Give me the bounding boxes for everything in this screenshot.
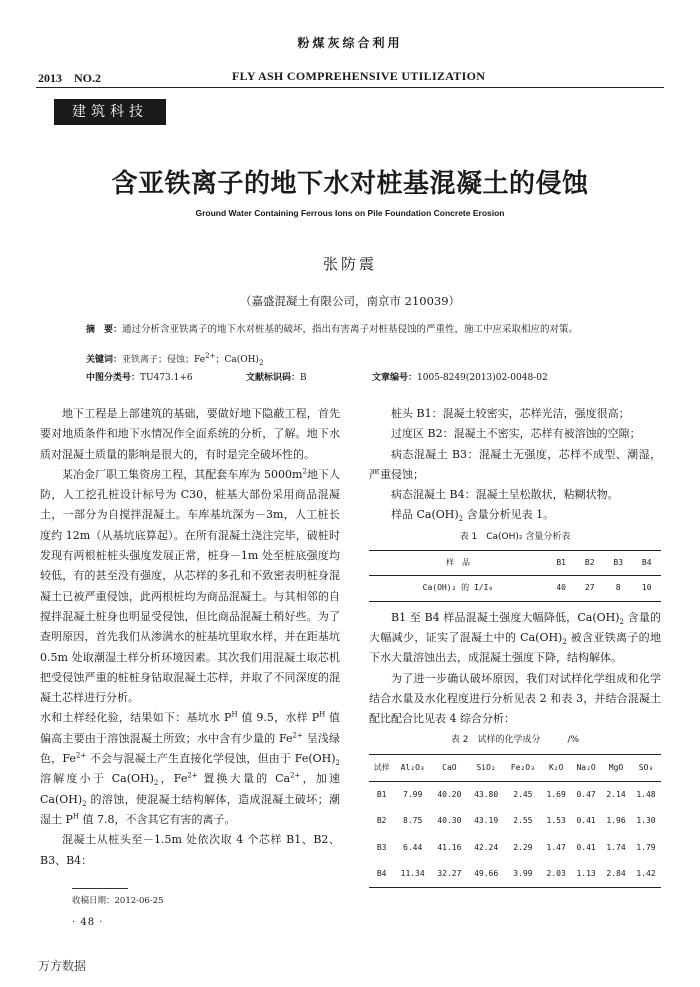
table-cell: 0.41 — [576, 842, 596, 852]
paragraph: 某冶金厂职工集资房工程，其配套车库为 $5000m^2$地下人防，人工挖孔桩设计标号为 C30，桩基大部份采用商品混凝土，一部分为自搅拌混凝土。车库基坑深为－3m，人工桩长度约 12m（从基坑底算起）。在所有混凝土浇注完毕，破桩时发现有两根桩桩头强度发展正常，桩身－1m 处至桩底强度均较低，有的甚至没有强度，从芯样的多孔和不致密表明桩身混凝土已被严重侵蚀，此两根桩均为商品混凝土。与其相邻的自搅拌混凝土桩身也明显受侵蚀，但比商品混凝土稍好些。为了查明原因，首先我们从渗满水的桩基坑里取水样，并在距基坑 0.5m 处取潮湿土样分析环境因素。其次我们用混凝土取芯机把受侵蚀严重的桩桩身钻取混凝土芯样，并取了不同深度的混凝土芯样进行分析。 — [40, 467, 341, 705]
table-cell: 6.44 — [403, 842, 423, 852]
table2-header: Al₂O₃ — [400, 762, 425, 772]
journal-name-en: FLY ASH COMPREHENSIVE UTILIZATION — [232, 69, 486, 83]
table-row — [369, 808, 661, 834]
table-cell: 2.84 — [606, 868, 626, 878]
table-cell: 2.29 — [513, 842, 533, 852]
table1 — [369, 550, 661, 602]
table-cell: 1.47 — [546, 842, 566, 852]
table2-header: Na₂O — [576, 762, 596, 772]
paragraph: 水和土样经化验，结果如下：基坑水 $P^H$ 值 9.5，水样 $P^H$ 值偏高主要由于溶蚀混凝土所致；水中含有少量的 $Fe^{2+}$ 呈浅绿色，$Fe^{2+}$ 不会与混凝土产生直接化学侵蚀，但由于 $Fe(OH)_2$ 溶解度小于 $Ca(OH)_2$，$Fe^{2+}$ 置换大量的 $Ca^{2+}$，加速 $Ca(OH)_2$ 的溶蚀，使混凝土结构解体，造成混凝土破坏；潮湿土 $P^H$ 值 7.8，不含其它有害的离子。 — [40, 710, 341, 826]
table-cell: 7.99 — [403, 790, 423, 800]
table2-header: Fe₂O₃ — [510, 762, 535, 772]
table-cell: 8.75 — [403, 816, 423, 826]
table-cell: 43.19 — [474, 816, 499, 826]
abstract — [86, 322, 642, 338]
table-cell: 1.48 — [636, 790, 656, 800]
journal-name-cn: 粉煤灰综合利用 — [297, 36, 403, 50]
paragraph: 样品 $Ca(OH)_2$ 含量分析见表 1。 — [391, 508, 555, 524]
table-row — [369, 861, 661, 888]
table-cell: B4 — [376, 868, 387, 878]
table-cell: 1.74 — [606, 842, 626, 852]
table-cell: 42.24 — [474, 842, 499, 852]
doc-code: 文献标识码：B — [246, 373, 307, 383]
table-cell: 2.14 — [606, 790, 626, 800]
table-cell: 1.30 — [636, 816, 656, 826]
sample-b3: 病态混凝土 B3：混凝土无强度，芯样不成型、潮湿，严重侵蚀； — [369, 447, 661, 481]
table-cell: 40.20 — [437, 790, 462, 800]
table1-caption: 表 1 Ca(OH)₂ 含量分析表 — [459, 531, 571, 542]
table-cell: 1.96 — [606, 816, 626, 826]
issue-label: 2013 NO.2 — [38, 71, 102, 85]
paragraph: B1 至 B4 样品混凝土强度大幅降低，$Ca(OH)_2$ 含量的大幅减少，证实了混凝土中的 $Ca(OH)_2$ 被含亚铁离子的地下水大量溶蚀出去，成混凝土强度下降，结构解体。 — [369, 610, 662, 665]
clc-number: 中图分类号：TU473.1+6 — [86, 373, 193, 383]
article-number: 文章编号：1005-8249(2013)02-0048-02 — [372, 373, 548, 383]
sample-b4: 病态混凝土 B4：混凝土呈松散状，粘糊状物。 — [391, 488, 619, 502]
table-cell: 0.41 — [576, 816, 596, 826]
table1-header: 样 品 — [445, 558, 470, 568]
table-row — [369, 835, 661, 861]
abstract-label: 摘 要： — [86, 325, 123, 335]
table-cell: 32.27 — [437, 868, 462, 878]
table-row: Ca(OH)₂ 的 I/I₀ 40 27 8 10 — [369, 576, 661, 601]
table2-header: MgO — [608, 762, 624, 772]
body-left-column — [40, 404, 340, 871]
article-title: 含亚铁离子的地下水对桩基混凝土的侵蚀 — [111, 169, 589, 199]
table-row — [369, 782, 661, 809]
paragraph: 混凝土从桩头至－1.5m 处依次取 4 个芯样 B1、B2、B3、B4： — [40, 833, 340, 867]
header-rule — [36, 87, 664, 88]
table-cell: 41.16 — [437, 842, 462, 852]
table-cell: 2.55 — [513, 816, 533, 826]
sample-b2: 过度区 B2：混凝土不密实，芯样有被溶蚀的空隙； — [391, 427, 641, 441]
body-right-column — [369, 404, 661, 888]
table1-header: B4 — [641, 558, 652, 568]
table-cell: B3 — [376, 842, 387, 852]
watermark: 万方数据 — [38, 959, 87, 973]
table-cell: 1.42 — [636, 868, 656, 878]
keywords-label: 关键词： — [86, 355, 123, 365]
sample-b1: 桩头 B1：混凝土较密实，芯样光洁，强度很高； — [391, 407, 630, 420]
table2-header: CaO — [442, 762, 457, 772]
table2-header: SO₃ — [638, 762, 654, 772]
abstract-text: 通过分析含亚铁离子的地下水对桩基的破坏，指出有害离子对桩基侵蚀的严重性，施工中应采取相应的对策。 — [122, 324, 579, 335]
table-cell: 49.66 — [474, 868, 499, 878]
table-cell: 1.13 — [576, 868, 596, 878]
table-cell: 1.69 — [546, 790, 566, 800]
table-cell: 2.03 — [546, 868, 566, 878]
footnote-rule — [72, 888, 128, 889]
page-number: · 48 · — [72, 917, 104, 928]
received-date: 收稿日期：2012-06-25 — [72, 896, 164, 906]
table2-header: 试样 — [373, 762, 390, 772]
paragraph: 地下工程是上部建筑的基础，要做好地下隐蔽工程，首先要对地质条件和地下水情况作全面系统的分析，了解。地下水质对混凝土质量的影响是很大的，有时是完全破坏性的。 — [40, 407, 340, 461]
table-cell: 1.79 — [636, 842, 656, 852]
table1-header: B3 — [613, 558, 624, 568]
paragraph: 为了进一步确认破坏原因，我们对试样化学组成和化学结合水量及水化程度进行分析见表 2 和表 3，并结合混凝土配比配合比见表 4 综合分析： — [369, 671, 661, 726]
table-cell: B1 — [376, 790, 387, 800]
article-title-en: Ground Water Containing Ferrous Ions on Pile Foundation Concrete Erosion — [195, 208, 505, 218]
table-cell: 43.80 — [474, 790, 499, 800]
table-cell: 2.45 — [513, 790, 533, 800]
section-label: 建筑科技 — [54, 99, 166, 125]
table-cell: 3.99 — [513, 868, 533, 878]
table1-header: B1 — [556, 558, 566, 568]
table2-header: SiO₂ — [476, 762, 496, 772]
table-cell: 40.30 — [437, 816, 462, 826]
table2-header: K₂O — [548, 762, 564, 772]
table-cell: B2 — [376, 816, 387, 826]
keywords: 关键词：亚铁离子；侵蚀；$Fe^{2+}$；$Ca(OH)_2$ — [86, 352, 264, 367]
table2-caption: 表 2 试样的化学成分 /% — [450, 735, 580, 746]
table-cell: 11.34 — [400, 868, 425, 878]
table-cell: 0.47 — [576, 790, 596, 800]
table-cell: 1.53 — [546, 816, 566, 826]
table1-header: B2 — [584, 558, 595, 568]
affiliation: （嘉盛混凝土有限公司，南京市 210039） — [239, 294, 461, 308]
table2 — [369, 754, 661, 888]
author: 张防震 — [322, 255, 377, 273]
